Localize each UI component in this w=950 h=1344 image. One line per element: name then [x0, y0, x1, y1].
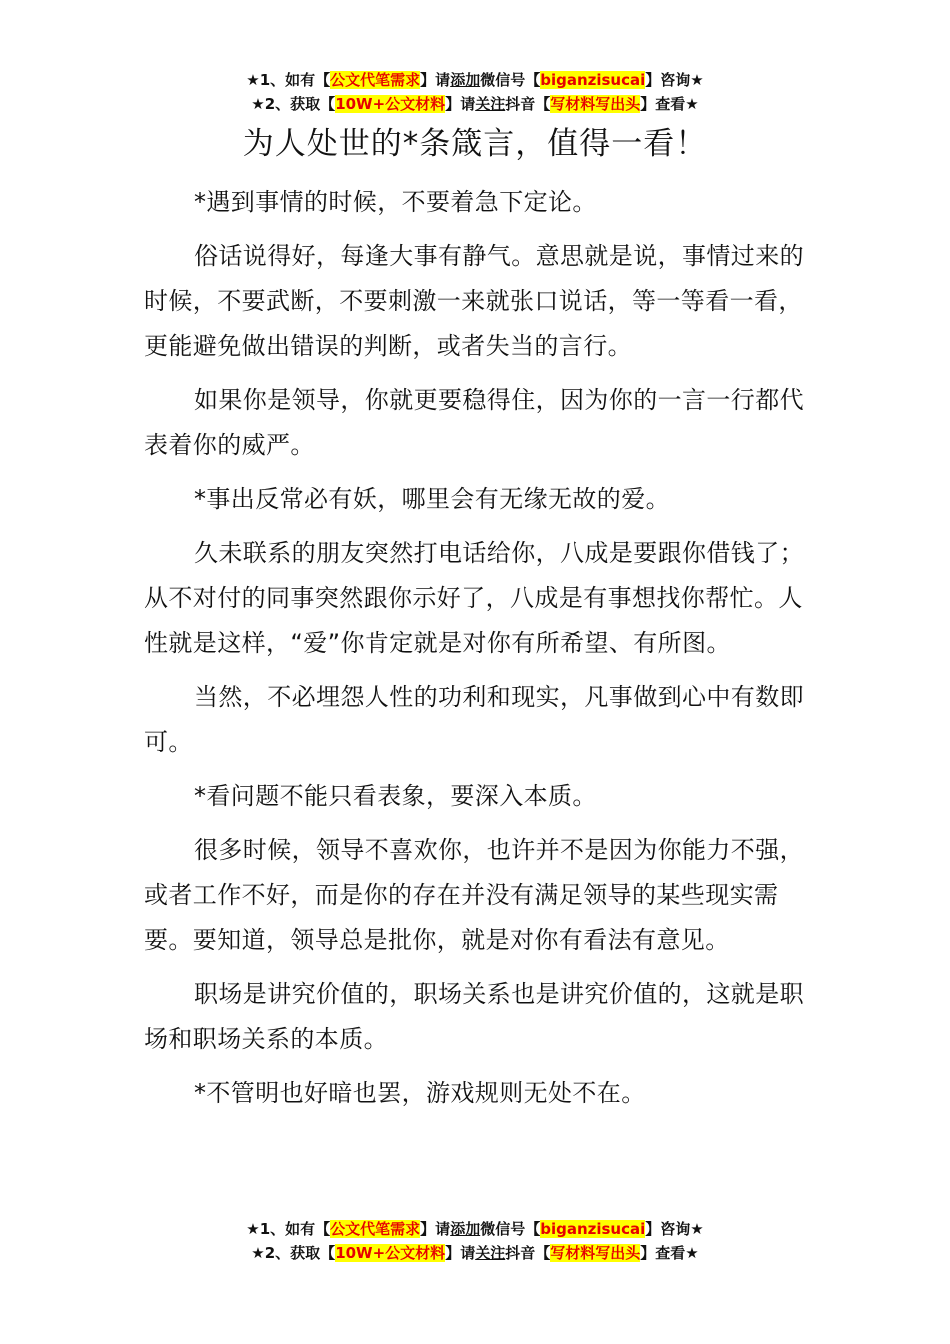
banner-line-1	[0, 68, 950, 92]
document-body	[144, 180, 812, 1125]
paragraph: *事出反常必有妖，哪里会有无缘无故的爱。	[194, 485, 670, 513]
paragraph: 职场是讲究价值的，职场关系也是讲究价值的，这就是职场和职场关系的本质。	[144, 980, 804, 1053]
banner-text: 微信号【	[480, 71, 541, 89]
banner-text: 】请	[445, 1244, 476, 1262]
document-title: 为人处世的*条箴言，值得一看！	[242, 126, 708, 162]
paragraph: *看问题不能只看表象，要深入本质。	[194, 782, 597, 810]
paragraph: 俗话说得好，每逢大事有静气。意思就是说，事情过来的时候，不要武断，不要刺激一来就张口说话，等一等看一看，更能避免做出错误的判断，或者失当的言行。	[144, 242, 804, 360]
banner-text: ★1、如有【	[246, 71, 331, 89]
banner-text: 】请	[445, 95, 476, 113]
banner-text: 抖音【	[505, 1244, 551, 1262]
banner-underlined-text: 添加	[450, 71, 481, 89]
banner-underlined-text: 添加	[450, 1220, 481, 1238]
banner-text: 】咨询★	[645, 1220, 704, 1238]
banner-line-1	[0, 1217, 950, 1241]
banner-text: 】请	[420, 1220, 451, 1238]
banner-text: 抖音【	[505, 95, 551, 113]
top-banner	[0, 68, 950, 116]
paragraph: *不管明也好暗也罢，游戏规则无处不在。	[194, 1079, 646, 1107]
banner-text: ★2、获取【	[251, 95, 336, 113]
banner-text: ★2、获取【	[251, 1244, 336, 1262]
banner-highlight: 10W+公文材料	[335, 1244, 446, 1262]
banner-line-2	[0, 92, 950, 116]
banner-text: 】咨询★	[645, 71, 704, 89]
banner-line-2	[0, 1241, 950, 1265]
banner-text: 】请	[420, 71, 451, 89]
banner-highlight: 10W+公文材料	[335, 95, 446, 113]
paragraph: *遇到事情的时候，不要着急下定论。	[194, 188, 597, 216]
banner-text: 】查看★	[640, 95, 699, 113]
banner-text: ★1、如有【	[246, 1220, 331, 1238]
paragraph: 久未联系的朋友突然打电话给你，八成是要跟你借钱了；从不对付的同事突然跟你示好了，八成是有事想找你帮忙。人性就是这样，“爱”你肯定就是对你有所希望、有所图。	[144, 539, 804, 657]
banner-text: 】查看★	[640, 1244, 699, 1262]
banner-highlight: 写材料写出头	[550, 1244, 641, 1262]
banner-text: 微信号【	[480, 1220, 541, 1238]
paragraph: 当然，不必埋怨人性的功利和现实，凡事做到心中有数即可。	[144, 683, 804, 756]
paragraph: 如果你是领导，你就更要稳得住，因为你的一言一行都代表着你的威严。	[144, 386, 804, 459]
banner-underlined-text: 关注	[475, 1244, 506, 1262]
banner-highlight: 写材料写出头	[550, 95, 641, 113]
banner-highlight: biganzisucai	[540, 71, 646, 89]
banner-highlight: 公文代笔需求	[330, 71, 421, 89]
paragraph: 很多时候，领导不喜欢你，也许并不是因为你能力不强，或者工作不好，而是你的存在并没有满足领导的某些现实需要。要知道，领导总是批你，就是对你有看法有意见。	[144, 836, 804, 954]
banner-underlined-text: 关注	[475, 95, 506, 113]
banner-highlight: biganzisucai	[540, 1220, 646, 1238]
banner-highlight: 公文代笔需求	[330, 1220, 421, 1238]
bottom-banner	[0, 1217, 950, 1265]
